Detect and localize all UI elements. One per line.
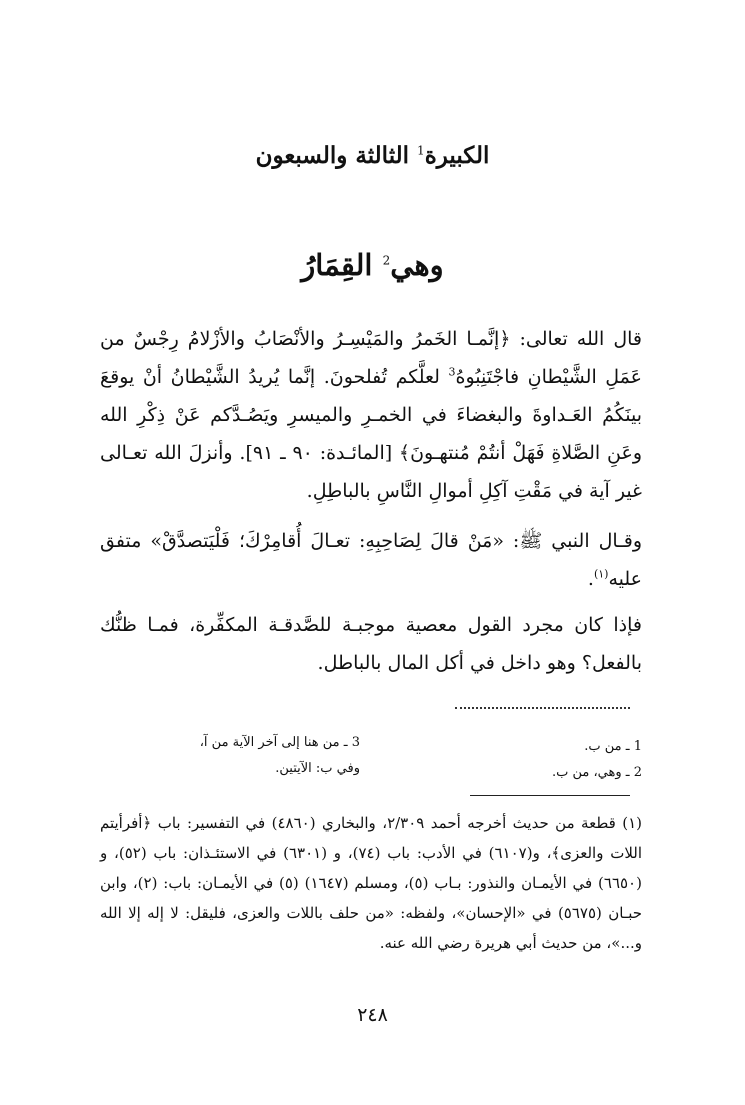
page-number: ٢٤٨: [357, 1004, 388, 1026]
hadith-paragraph-end: .: [587, 568, 594, 590]
hadith-paragraph: [100, 522, 642, 598]
conclusion-paragraph: فإذا كان مجرد القول معصية موجبـة للصَّدقـة المكفِّرة، فمـا ظنُّك بالفعل؟ وهو داخل في أكل المال بالباطل.: [100, 614, 642, 674]
footnote-marker-2: 2: [382, 253, 391, 268]
variants-separator: [455, 707, 630, 709]
variant-note-2: 2 ـ وهي، من ب.: [551, 765, 642, 780]
section-title: [0, 248, 745, 282]
section-title-word: القِمَارُ: [301, 248, 373, 282]
chapter-title: [0, 142, 745, 169]
variant-note-3: 3 ـ من هنا إلى آخر الآية من آ،: [199, 735, 360, 750]
hadith-paragraph-text: وقـال النبي ﷺ: «مَنْ قالَ لِصَاحِبِهِ: تعـالَ أُقامِرْكَ؛ فَلْيَتصدَّقْ» متفق عليه: [100, 530, 642, 590]
quran-paragraph: [100, 320, 642, 510]
quran-paragraph-part-a: قال الله تعالى: ﴿إنَّمـا الخَمرُ والمَيْسِـرُ والأنْصَابُ والأزْلامُ رِجْسٌ من عَمَلِ الشَّيْطانِ فاجْتَنِبُوهُ: [100, 328, 642, 388]
quran-paragraph-part-b: لعلَّكم تُفلحونَ. إنَّما يُريدُ الشَّيْطانُ أنْ يوقعَ بينَكُمُ العَـداوةَ والبغضاءَ في الخمـرِ والميسرِ ويَصُـدَّكم عَنْ ذِكْرِ الله وعَنِ الصَّلاةِ فَهَلْ أنتُمْ مُنتهـونَ﴾ [المائـدة: ٩٠ ـ ٩١]. وأنزلَ الله تعـالى غير آية في مَقْتِ آكِلِ أموالِ النَّاسِ بالباطِلِ.: [100, 366, 642, 502]
footnote-marker-1: 1: [417, 143, 425, 158]
variant-note-1: 1 ـ من ب.: [584, 739, 642, 754]
chapter-title-rest: الثالثة والسبعون: [255, 142, 410, 169]
footnote-ref-1: (١): [593, 567, 609, 581]
footnote-1: (١) قطعة من حديث أخرجه أحمد ٢/٣٠٩، والبخاري (٤٨٦٠) في التفسير: باب ﴿أفرأيتم اللات والعزى﴾، و(٦١٠٧) في الأدب: باب (٧٤)، و (٦٣٠١) في الاستئـذان: باب (٥٢)، و (٦٦٥٠) في الأيمـان والنذور: بـاب (٥)، ومسلم (١٦٤٧) (٥) في الأيمـان: باب: (٢)، وابن حبـان (٥٦٧٥) في «الإحسان»، ولفظه: «من حلف باللات والعزى، فليقل: لا إله إلا الله و...»، من حديث أبي هريرة رضي الله عنه.: [100, 814, 643, 952]
section-title-prefix: وهي: [390, 248, 444, 282]
chapter-title-prefix: الكبيرة: [424, 142, 490, 169]
footnote-marker-3: 3: [448, 365, 456, 379]
footnote-separator: [470, 795, 630, 796]
variant-note-3-continued: وفي ب: الآيتين.: [275, 761, 360, 776]
